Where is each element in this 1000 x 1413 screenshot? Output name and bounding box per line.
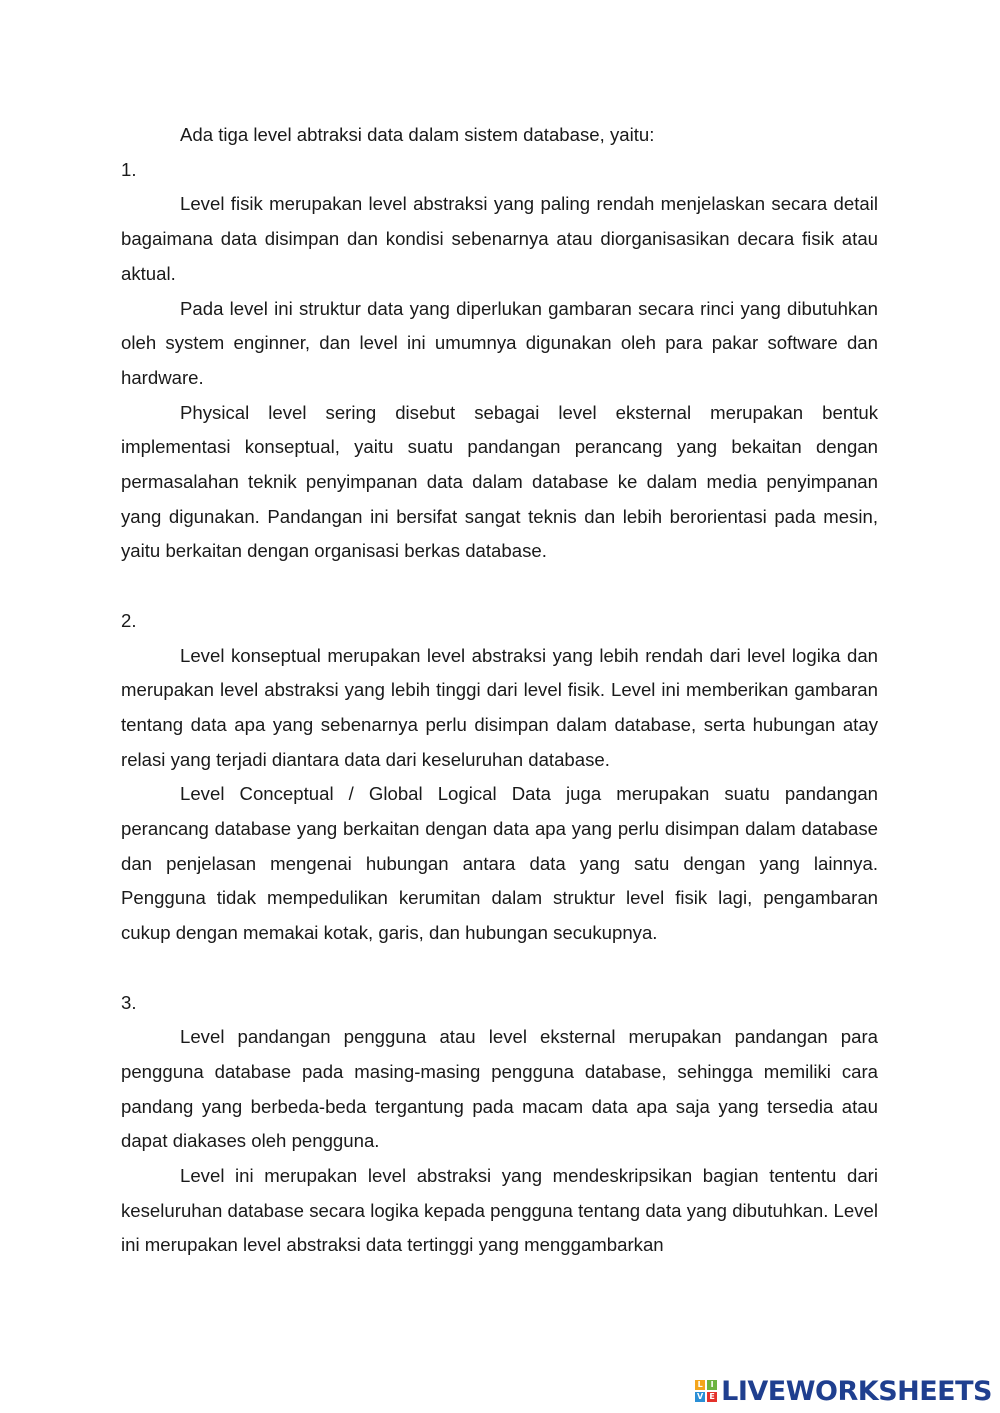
section-number: 3. [121, 991, 137, 1013]
paragraph: Level fisik merupakan level abstraksi yang paling rendah menjelaskan secara detail bagaimana data disimpan dan kondisi sebenarnya atau diorganisasikan decara fisik atau aktual. [121, 193, 878, 284]
spacer [121, 569, 878, 604]
paragraph: Level pandangan pengguna atau level eksternal merupakan pandangan para pengguna database pada masing-masing pengguna database, sehingga memiliki cara pandang yang berbeda-beda tergantung pada macam data apa saja yang tersedia atau dapat diakases oleh pengguna. [121, 1026, 878, 1152]
paragraph: Level ini merupakan level abstraksi yang mendeskripsikan bagian tententu dari keseluruhan database secara logika kepada pengguna tentang data yang dibutuhkan. Level ini merupakan level abstraksi data tertinggi yang menggambarkan [121, 1165, 878, 1256]
intro-text: Ada tiga level abtraksi data dalam sistem database, yaitu: [180, 124, 655, 145]
logo-mark-letter: I [707, 1380, 717, 1390]
paragraph: Level konseptual merupakan level abstraksi yang lebih rendah dari level logika dan merupakan level abstraksi yang lebih tinggi dari level fisik. Level ini memberikan gambaran tentang data apa yang sebenarnya perlu disimpan dalam database, serta hubungan atay relasi yang terjadi diantara data dari keseluruhan database. [121, 644, 878, 770]
spacer [121, 951, 878, 986]
document-page [121, 118, 878, 1263]
paragraph: Level Conceptual / Global Logical Data juga merupakan suatu pandangan perancang database yang berkaitan dengan data apa yang perlu disimpan dalam database dan penjelasan mengenai hubungan antara data yang satu dengan yang lainnya. Pengguna tidak mempedulikan kerumitan dalam struktur level fisik lagi, pengambaran cukup dengan memakai kotak, garis, dan hubungan secukupnya. [121, 783, 878, 944]
section-number: 2. [121, 609, 137, 631]
logo-mark-letter: E [707, 1392, 717, 1402]
paragraph: Pada level ini struktur data yang diperlukan gambaran secara rinci yang dibutuhkan oleh system enginner, dan level ini umumnya digunakan oleh para pakar software dan hardware. [121, 297, 878, 388]
logo-mark-letter: L [695, 1380, 705, 1390]
liveworksheets-mark-icon [695, 1380, 717, 1402]
logo-text: LIVEWORKSHEETS [721, 1375, 992, 1407]
logo-mark-letter: V [697, 1392, 704, 1401]
section-number: 1. [121, 158, 137, 180]
paragraph: Physical level sering disebut sebagai level eksternal merupakan bentuk implementasi konseptual, yaitu suatu pandangan perancang yang bekaitan dengan permasalahan teknik penyimpanan data dalam database ke dalam media penyimpanan yang digunakan. Pandangan ini bersifat sangat teknis dan lebih berorientasi pada mesin, yaitu berkaitan dengan organisasi berkas database. [121, 401, 878, 562]
liveworksheets-logo [695, 1373, 992, 1409]
